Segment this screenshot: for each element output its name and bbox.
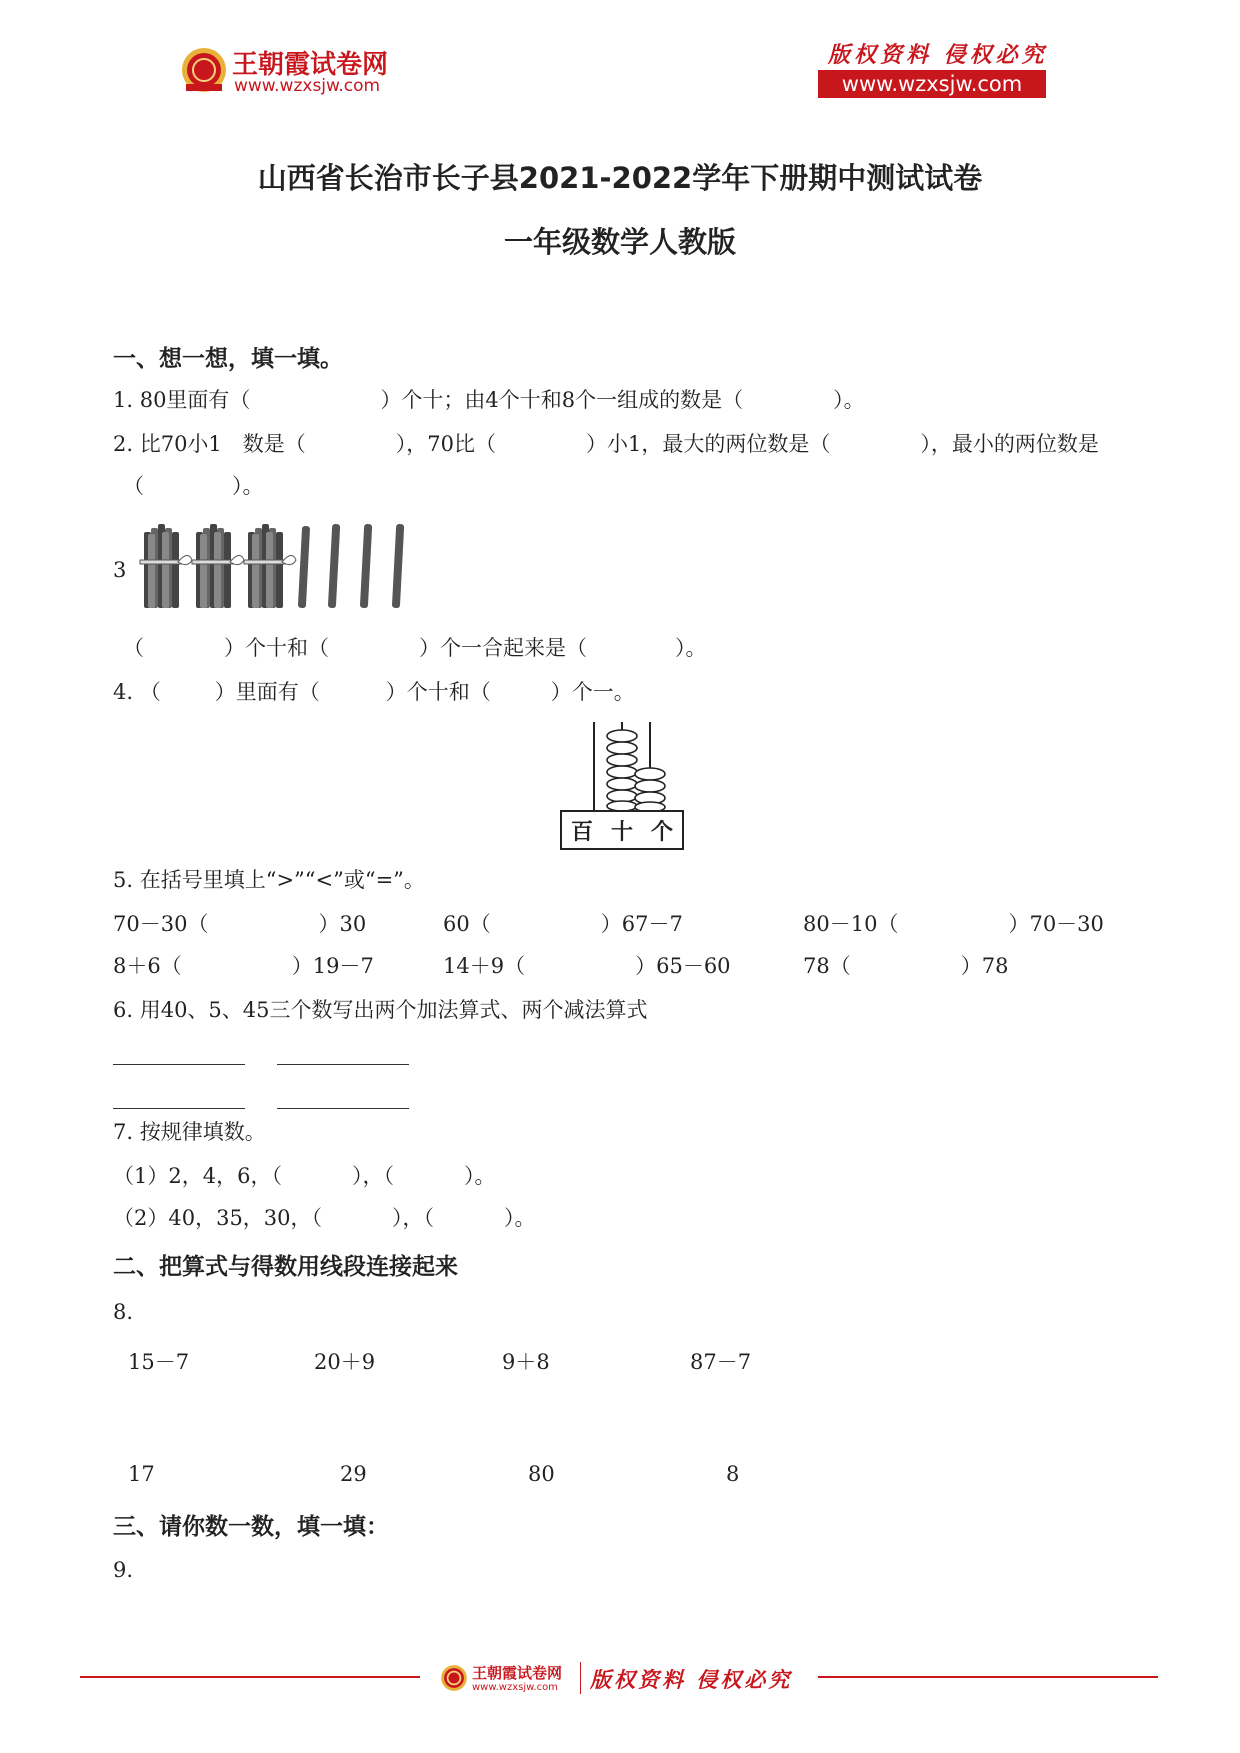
question-8-number: 8. xyxy=(113,1300,134,1324)
stick-bundles-illustration xyxy=(138,520,428,616)
footer-line-left xyxy=(80,1676,420,1678)
header-logo xyxy=(180,44,400,100)
question-6-blanks-2 xyxy=(113,1094,441,1113)
footer-logo-emblem-icon xyxy=(440,1664,468,1692)
question-7-1: （1）2，4，6，（ ），（ ）。 xyxy=(113,1164,496,1188)
answer-blank[interactable] xyxy=(113,1064,245,1065)
match-result-2[interactable]: 29 xyxy=(340,1462,367,1486)
question-9-number: 9. xyxy=(113,1558,134,1582)
answer-blank[interactable] xyxy=(277,1108,409,1109)
header-copyright: 版权资料 侵权必究 xyxy=(828,42,1048,68)
match-expr-4[interactable]: 87－7 xyxy=(690,1350,752,1374)
question-5: 5. 在括号里填上“>”“<”或“=”。 xyxy=(113,868,425,892)
section-2-heading: 二、把算式与得数用线段连接起来 xyxy=(113,1254,458,1280)
question-6-blanks-1 xyxy=(113,1050,441,1069)
match-expr-2[interactable]: 20＋9 xyxy=(314,1350,376,1374)
match-result-3[interactable]: 80 xyxy=(528,1462,555,1486)
abacus xyxy=(560,722,684,850)
logo-url: www.wzxsjw.com xyxy=(234,76,381,96)
question-2-cont: （ ）。 xyxy=(123,474,264,498)
section-1-heading: 一、想一想，填一填。 xyxy=(113,346,343,372)
footer-line-right xyxy=(818,1676,1158,1678)
match-result-1[interactable]: 17 xyxy=(128,1462,155,1486)
match-expr-3[interactable]: 9＋8 xyxy=(502,1350,550,1374)
answer-blank[interactable] xyxy=(113,1108,245,1109)
footer-copyright: 版权资料 侵权必究 xyxy=(590,1667,793,1692)
abacus-label-hundreds: 百 xyxy=(570,819,593,845)
abacus-beads-icon xyxy=(560,722,684,812)
logo-emblem-icon xyxy=(180,46,228,94)
question-2: 2. 比70小1 数是（ ），70比（ ）小1，最大的两位数是（ ），最小的两位数是 xyxy=(113,432,1099,456)
question-1: 1. 80里面有（ ）个十；由4个十和8个一组成的数是（ ）。 xyxy=(113,388,865,412)
footer-logo-url: www.wzxsjw.com xyxy=(472,1682,558,1693)
footer-logo xyxy=(440,1660,580,1700)
match-result-4[interactable]: 8 xyxy=(726,1462,740,1486)
abacus-label-ones: 个 xyxy=(650,819,673,845)
footer-divider xyxy=(580,1662,581,1694)
question-6: 6. 用40、5、45三个数写出两个加法算式、两个减法算式 xyxy=(113,998,648,1022)
header-site-bar: www.wzxsjw.com xyxy=(818,70,1046,98)
question-3: （ ）个十和（ ）个一合起来是（ ）。 xyxy=(123,636,707,660)
page-title: 山西省长治市长子县2021-2022学年下册期中测试试卷 xyxy=(257,161,983,195)
question-4: 4. （ ）里面有（ ）个十和（ ）个一。 xyxy=(113,680,635,704)
match-expr-1[interactable]: 15－7 xyxy=(128,1350,190,1374)
question-7: 7. 按规律填数。 xyxy=(113,1120,266,1144)
abacus-base xyxy=(560,810,684,850)
section-3-heading: 三、请你数一数，填一填： xyxy=(113,1514,389,1540)
question-3-number: 3 xyxy=(113,558,127,582)
logo-name: 王朝霞试卷网 xyxy=(232,50,389,80)
abacus-label-tens: 十 xyxy=(610,819,633,845)
footer-logo-name: 王朝霞试卷网 xyxy=(472,1664,563,1682)
question-7-2: （2）40，35，30，（ ），（ ）。 xyxy=(113,1206,536,1230)
page-subtitle: 一年级数学人教版 xyxy=(503,225,736,259)
answer-blank[interactable] xyxy=(277,1064,409,1065)
